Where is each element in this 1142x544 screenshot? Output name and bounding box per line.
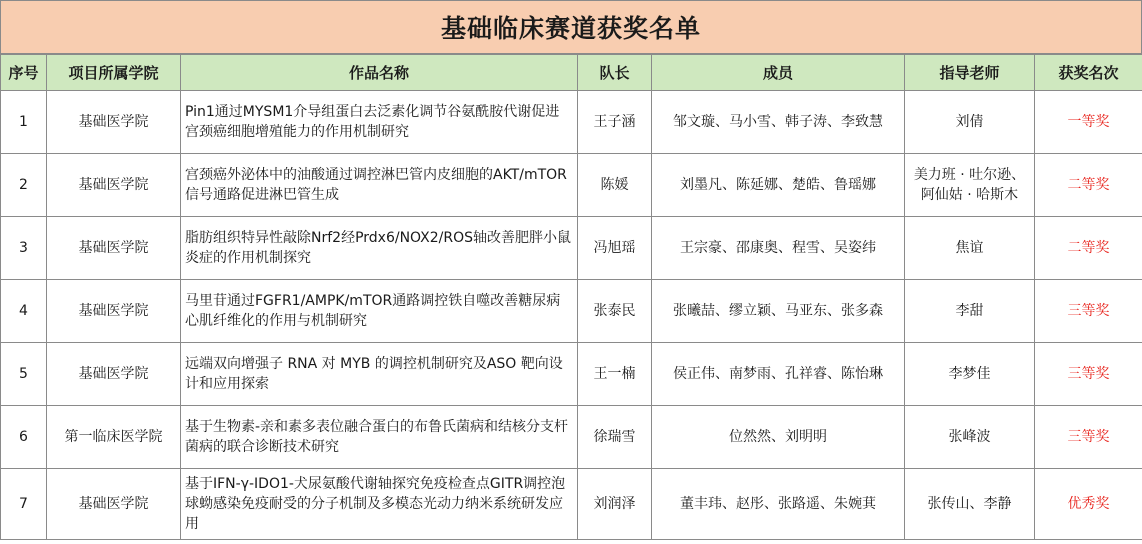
header-award: 获奖名次 [1035, 55, 1142, 91]
header-leader: 队长 [578, 55, 652, 91]
cell-seq: 2 [1, 154, 47, 217]
cell-advisor: 焦谊 [905, 217, 1035, 280]
table-row [1, 406, 1142, 469]
cell-seq: 5 [1, 343, 47, 406]
cell-leader: 王子涵 [578, 91, 652, 154]
cell-seq: 1 [1, 91, 47, 154]
header-row [1, 55, 1142, 91]
cell-award: 三等奖 [1035, 343, 1142, 406]
project-title: 远端双向增强子 RNA 对 MYB 的调控机制研究及ASO 靶向设计和应用探索 [185, 356, 563, 392]
awards-table [0, 54, 1142, 540]
table-row [1, 154, 1142, 217]
project-title: 脂肪组织特异性敲除Nrf2经Prdx6/NOX2/ROS轴改善肥胖小鼠炎症的作用机制探究 [185, 230, 572, 266]
cell-leader: 张泰民 [578, 280, 652, 343]
table-row [1, 280, 1142, 343]
cell-advisor: 李梦佳 [905, 343, 1035, 406]
cell-award: 三等奖 [1035, 280, 1142, 343]
cell-project [181, 406, 578, 469]
cell-advisor: 李甜 [905, 280, 1035, 343]
sheet-title: 基础临床赛道获奖名单 [0, 0, 1142, 54]
cell-school: 基础医学院 [47, 91, 181, 154]
project-title: 基于IFN-γ-IDO1-犬尿氨酸代谢轴探究免疫检查点GITR调控泡球蚴感染免疫耐受的分子机制及多模态光动力纳米系统研发应用 [185, 476, 566, 532]
table-row [1, 91, 1142, 154]
cell-leader: 徐瑞雪 [578, 406, 652, 469]
cell-leader: 刘润泽 [578, 469, 652, 540]
cell-leader: 王一楠 [578, 343, 652, 406]
cell-project [181, 217, 578, 280]
table-row [1, 217, 1142, 280]
cell-seq: 3 [1, 217, 47, 280]
header-school: 项目所属学院 [47, 55, 181, 91]
header-advisor: 指导老师 [905, 55, 1035, 91]
cell-leader: 冯旭瑶 [578, 217, 652, 280]
cell-project [181, 469, 578, 540]
cell-award: 优秀奖 [1035, 469, 1142, 540]
project-title: 马里苷通过FGFR1/AMPK/mTOR通路调控铁自噬改善糖尿病心肌纤维化的作用与机制研究 [185, 293, 561, 329]
cell-members: 侯正伟、南梦雨、孔祥睿、陈怡琳 [652, 343, 905, 406]
cell-members: 王宗豪、邵康奥、程雪、吴姿纬 [652, 217, 905, 280]
cell-advisor: 刘倩 [905, 91, 1035, 154]
cell-award: 三等奖 [1035, 406, 1142, 469]
project-title: 基于生物素-亲和素多表位融合蛋白的布鲁氏菌病和结核分支杆菌病的联合诊断技术研究 [185, 419, 569, 455]
cell-members: 张曦喆、缪立颖、马亚东、张多森 [652, 280, 905, 343]
cell-advisor: 美力班 · 吐尔逊、阿仙姑 · 哈斯木 [905, 154, 1035, 217]
cell-project [181, 91, 578, 154]
cell-members: 刘墨凡、陈延娜、楚皓、鲁瑶娜 [652, 154, 905, 217]
table-row [1, 469, 1142, 540]
cell-school: 基础医学院 [47, 217, 181, 280]
cell-award: 二等奖 [1035, 154, 1142, 217]
project-title: Pin1通过MYSM1介导组蛋白去泛素化调节谷氨酰胺代谢促进宫颈癌细胞增殖能力的作用机制研究 [185, 104, 560, 140]
cell-advisor: 张峰波 [905, 406, 1035, 469]
cell-members: 董丰玮、赵彤、张路遥、朱婉萁 [652, 469, 905, 540]
cell-seq: 4 [1, 280, 47, 343]
header-seq: 序号 [1, 55, 47, 91]
cell-members: 位然然、刘明明 [652, 406, 905, 469]
cell-leader: 陈媛 [578, 154, 652, 217]
cell-members: 邹文璇、马小雪、韩子涛、李致慧 [652, 91, 905, 154]
cell-project [181, 343, 578, 406]
cell-project [181, 154, 578, 217]
cell-school: 基础医学院 [47, 469, 181, 540]
cell-project [181, 280, 578, 343]
table-row [1, 343, 1142, 406]
cell-award: 一等奖 [1035, 91, 1142, 154]
project-title: 宫颈癌外泌体中的油酸通过调控淋巴管内皮细胞的AKT/mTOR信号通路促进淋巴管生成 [185, 167, 567, 203]
cell-school: 基础医学院 [47, 343, 181, 406]
cell-seq: 6 [1, 406, 47, 469]
cell-advisor: 张传山、李静 [905, 469, 1035, 540]
header-project: 作品名称 [181, 55, 578, 91]
cell-school: 基础医学院 [47, 154, 181, 217]
cell-award: 二等奖 [1035, 217, 1142, 280]
cell-school: 第一临床医学院 [47, 406, 181, 469]
cell-school: 基础医学院 [47, 280, 181, 343]
header-members: 成员 [652, 55, 905, 91]
cell-seq: 7 [1, 469, 47, 540]
